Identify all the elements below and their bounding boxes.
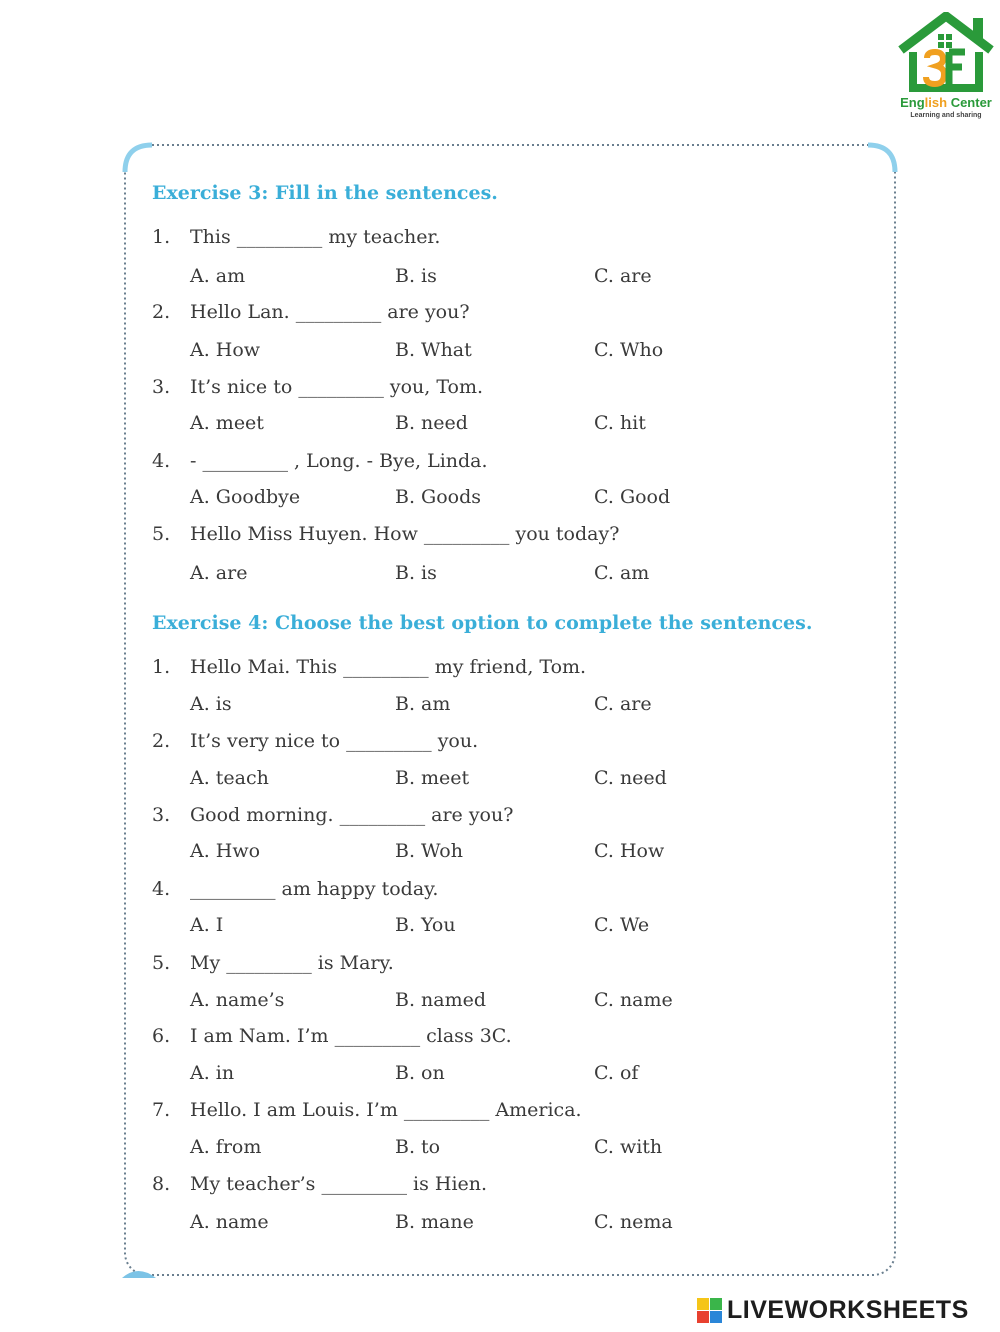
- ex3-q2-option-b: B. What: [395, 339, 472, 361]
- ex4-q6-option-c: C. of: [594, 1062, 639, 1084]
- ex3-q2-option-a: A. How: [190, 339, 261, 361]
- ex4-q3-option-c: C. How: [594, 840, 665, 862]
- english-center-logo: [893, 12, 999, 124]
- ex4-q7-option-a: A. from: [190, 1136, 262, 1158]
- ex4-q8-option-a: A. name: [190, 1211, 269, 1233]
- ex4-q2-option-b: B. meet: [395, 767, 470, 789]
- ex4-question-2: 2. It’s very nice to _________ you.: [152, 730, 479, 752]
- exercise-3-title: Exercise 3: Fill in the sentences.: [152, 182, 498, 204]
- ex4-q2-option-a: A. teach: [190, 767, 269, 789]
- ex4-q7-option-b: B. to: [395, 1136, 441, 1158]
- ex3-question-3: 3. It’s nice to _________ you, Tom.: [152, 376, 484, 398]
- ex3-q1-option-c: C. are: [594, 265, 652, 287]
- exercise-4-title: Exercise 4: Choose the best option to complete the sentences.: [152, 612, 813, 634]
- ex4-q2-option-c: C. need: [594, 767, 667, 789]
- ex3-q2-option-c: C. Who: [594, 339, 664, 361]
- ex4-question-5: 5. My _________ is Mary.: [152, 952, 394, 974]
- ex3-q5-option-b: B. is: [395, 562, 437, 584]
- ex4-question-7: 7. Hello. I am Louis. I’m _________ America.: [152, 1099, 582, 1121]
- ex3-q4-option-a: A. Goodbye: [190, 486, 301, 508]
- ex3-question-4: 4. - _________ , Long. - Bye, Linda.: [152, 450, 488, 472]
- ex4-q1-option-c: C. are: [594, 693, 652, 715]
- ex4-q8-option-b: B. mane: [395, 1211, 474, 1233]
- ex4-q3-option-b: B. Woh: [395, 840, 463, 862]
- ex4-q1-option-a: A. is: [190, 693, 232, 715]
- ex3-question-1: 1. This _________ my teacher.: [152, 226, 441, 248]
- ex4-question-4: 4. _________ am happy today.: [152, 878, 439, 900]
- ex4-q3-option-a: A. Hwo: [190, 840, 261, 862]
- liveworksheets-blocks-icon: [697, 1298, 723, 1324]
- ex3-q1-option-a: A. am: [190, 265, 246, 287]
- ex4-q4-option-c: C. We: [594, 914, 650, 936]
- ex3-q3-option-c: C. hit: [594, 412, 646, 434]
- ex3-q3-option-a: A. meet: [190, 412, 264, 434]
- ex3-q5-option-a: A. are: [190, 562, 248, 584]
- ex4-q5-option-a: A. name’s: [190, 989, 285, 1011]
- ex4-q4-option-a: A. I: [190, 914, 224, 936]
- ex4-q1-option-b: B. am: [395, 693, 451, 715]
- ex3-q5-option-c: C. am: [594, 562, 650, 584]
- ex4-q4-option-b: B. You: [395, 914, 456, 936]
- ex4-question-6: 6. I am Nam. I’m _________ class 3C.: [152, 1025, 512, 1047]
- ex3-q4-option-b: B. Goods: [395, 486, 482, 508]
- ex4-q5-option-b: B. named: [395, 989, 487, 1011]
- ex4-q5-option-c: C. name: [594, 989, 673, 1011]
- house-logo-icon: [893, 12, 999, 94]
- ex3-question-2: 2. Hello Lan. _________ are you?: [152, 301, 470, 323]
- logo-tagline: Learning and sharing: [910, 112, 982, 119]
- ex4-question-3: 3. Good morning. _________ are you?: [152, 804, 514, 826]
- liveworksheets-brand: [697, 1296, 997, 1326]
- liveworksheets-wordmark: LIVEWORKSHEETS: [727, 1296, 969, 1324]
- logo-brand: English Center: [900, 95, 992, 110]
- ex3-q4-option-c: C. Good: [594, 486, 671, 508]
- ex4-q6-option-b: B. on: [395, 1062, 445, 1084]
- ex4-question-8: 8. My teacher’s _________ is Hien.: [152, 1173, 488, 1195]
- ex4-q6-option-a: A. in: [190, 1062, 235, 1084]
- ex4-q7-option-c: C. with: [594, 1136, 663, 1158]
- ex3-question-5: 5. Hello Miss Huyen. How _________ you today?: [152, 523, 620, 545]
- ex4-q8-option-c: C. nema: [594, 1211, 673, 1233]
- ex4-question-1: 1. Hello Mai. This _________ my friend, Tom.: [152, 656, 587, 678]
- ex3-q3-option-b: B. need: [395, 412, 468, 434]
- ex3-q1-option-b: B. is: [395, 265, 437, 287]
